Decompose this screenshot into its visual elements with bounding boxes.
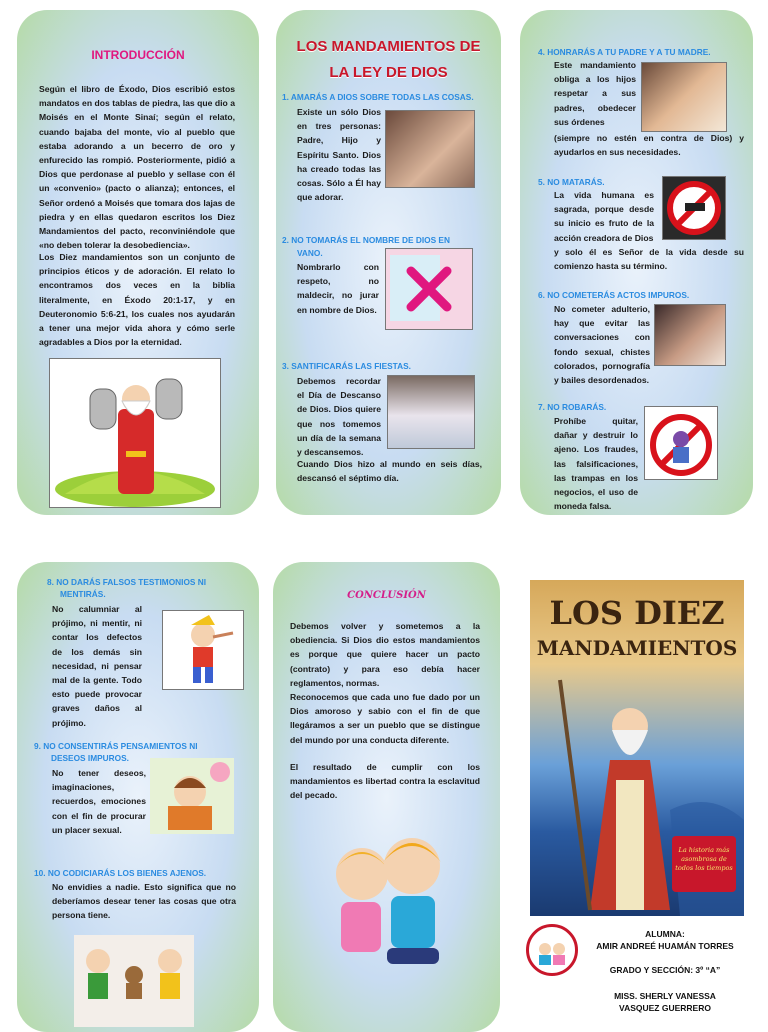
school-logo: [526, 924, 578, 976]
panel-conclusion: [273, 562, 500, 1032]
commandment-5-text: La vida humana es sagrada, porque desde su inicio es fruto de la acción creadora de Dios: [554, 190, 654, 243]
mass-celebration-image: [387, 375, 475, 449]
commandment-9-title-b: DESEOS IMPUROS.: [51, 753, 129, 763]
moses-tablets-illustration: [49, 358, 221, 508]
cover-badge: La historia más asombrosa de todos los tiempos: [672, 836, 736, 892]
commandment-2-text: Nombrarlo con respeto, no maldecir, no jurar en nombre de Dios.: [297, 262, 379, 315]
family-image: [641, 62, 727, 132]
main-title-line1: LOS MANDAMIENTOS DE: [296, 38, 481, 55]
commandment-3-text-2: Cuando Dios hizo al mundo en seis días, descansó el séptimo día.: [297, 459, 482, 484]
commandment-4-text: Este mandamiento obliga a los hijos respetar a sus padres, obedecer sus órdenes: [554, 60, 636, 127]
thinking-children-image: [150, 758, 234, 834]
main-title-line2: LA LEY DE DIOS: [329, 64, 448, 81]
commandment-6-title: 6. NO COMETERÁS ACTOS IMPUROS.: [538, 290, 690, 300]
panel-commandments-4-7: [520, 10, 753, 515]
commandment-8-title-b: MENTIRÁS.: [60, 589, 106, 599]
commandment-4-text-2: (siempre no estén en contra de Dios) y ayudarlos en sus necesidades.: [554, 133, 744, 158]
crossed-name-image: [385, 248, 473, 330]
no-stealing-sign-image: [644, 406, 718, 480]
panel-introduction: [17, 10, 259, 515]
panel-commandments-1-3: [276, 10, 501, 515]
commandment-2-title-a: 2. NO TOMARÁS EL NOMBRE DE DIOS EN: [282, 235, 450, 245]
conclusion-paragraph-2: Reconocemos que cada uno fue dado por un Dios amoroso y sabio con el fin de que llegáramos a ser un pueblo que se distingue del mundo por una conducta diferente.: [290, 692, 480, 745]
commandment-10-text: No envidies a nadie. Esto significa que no deberíamos desear tener las cosas que otra persona tiene.: [52, 882, 236, 921]
intro-title: INTRODUCCIÓN: [91, 48, 185, 62]
pinocchio-image: [162, 610, 244, 690]
conclusion-title: CONCLUSIÓN: [347, 590, 426, 601]
commandment-1-text: Existe un sólo Dios en tres personas: Padre, Hijo y Espíritu Santo. Dios ha creado todas las cosas. Sólo a Él hay que adorar.: [297, 107, 381, 203]
praying-children-illustration: [317, 824, 457, 984]
teacher-line-1: MISS. SHERLY VANESSA: [614, 991, 716, 1001]
conclusion-paragraph-3: El resultado de cumplir con los mandamientos es libertad contra la esclavitud del pecado.: [290, 762, 480, 801]
jesus-image: [385, 110, 475, 188]
commandment-3-title: 3. SANTIFICARÁS LAS FIESTAS.: [282, 361, 411, 371]
commandment-8-title-a: 8. NO DARÁS FALSOS TESTIMONIOS NI: [47, 577, 207, 587]
commandment-5-title: 5. NO MATARÁS.: [538, 177, 605, 187]
commandment-10-title: 10. NO CODICIARÁS LOS BIENES AJENOS.: [34, 868, 207, 878]
intro-paragraph-2: Los Diez mandamientos son un conjunto de principios éticos y de adoración. El relato lo encontramos dos veces en la biblia literalmente, en Éxodo 20:1-17, y en Deuteronomio 5:6-21, los cuales nos ayudarán a tener una mejor vida ahora y cómo serle agradables a Dios por la eternidad.: [39, 252, 235, 348]
kids-tug-of-war-image: [74, 935, 194, 1027]
commandment-2-title-b: VANO.: [297, 248, 323, 258]
couple-image: [654, 304, 726, 366]
panel-cover: [520, 562, 754, 1032]
commandment-7-text: Prohíbe quitar, dañar y destruir lo ajeno. Los fraudes, las falsificaciones, las trampas en los negocios, el uso de moneda falsa.: [554, 416, 638, 512]
cover-title-line2: MANDAMIENTOS: [536, 636, 738, 660]
panel-commandments-8-10: [17, 562, 259, 1032]
student-name: AMIR ANDREÉ HUAMÁN TORRES: [596, 941, 734, 951]
teacher-line-2: VASQUEZ GUERRERO: [619, 1003, 711, 1013]
cover-movie-poster: [530, 580, 744, 916]
commandment-9-title-a: 9. NO CONSENTIRÁS PENSAMIENTOS NI: [34, 741, 198, 751]
commandment-6-text: No cometer adulterio, hay que evitar las conversaciones con fondo sexual, chistes colorados, pornografía y bailes desordenados.: [554, 304, 650, 386]
commandment-3-text: Debemos recordar el Día de Descanso de Dios. Dios quiere que nos tomemos un día de la semana y descansemos.: [297, 376, 381, 458]
commandment-9-text: No tener deseos, imaginaciones, recuerdos, emociones con el fin de procurar un placer sexual.: [52, 768, 146, 835]
cover-title-line1: LOS DIEZ: [549, 594, 725, 632]
intro-paragraph-1: Según el libro de Éxodo, Dios escribió estos mandatos en dos tablas de piedra, las que dio a Moisés en el Monte Sinaí; según el relato, cuando bajaba del monte, vio al pueblo que estaba adorando a un becerro de oro y enfurecido las rompió. Posteriormente, pidió a Dios que perdonase al pueblo y sellase con él un «convenio» (pacto o alianza); entonces, el Señor ordenó a Moisés que tomara dos lajas de piedra y en ellas quedaron escritos los Diez Mandamientos del pacto, reconviniéndole que «no deben tolerar la desobediencia».: [39, 84, 235, 251]
no-weapons-sign-image: [662, 176, 726, 240]
conclusion-paragraph-1: Debemos volver y sometemos a la obediencia. Si Dios dio estos mandamientos es porque que quiere hacer un pacto (contrato) y para eso debía hacer reglamentos, normas.: [290, 621, 480, 688]
commandment-5-text-2: y solo él es Señor de la vida desde su comienzo hasta su término.: [554, 247, 744, 272]
commandment-4-title: 4. HONRARÁS A TU PADRE Y A TU MADRE.: [538, 47, 711, 57]
commandment-7-title: 7. NO ROBARÁS.: [538, 402, 607, 412]
commandment-1-title: 1. AMARÁS A DIOS SOBRE TODAS LAS COSAS.: [282, 92, 474, 102]
student-label: ALUMNA:: [645, 929, 685, 939]
grade-section: GRADO Y SECCIÓN: 3º “A”: [609, 965, 721, 975]
commandment-8-text: No calumniar al prójimo, ni mentir, ni contar los defectos de los demás sin necesidad, ni pensar mal de la gente. Todo esto puede provocar graves daños al prójimo.: [52, 604, 142, 728]
